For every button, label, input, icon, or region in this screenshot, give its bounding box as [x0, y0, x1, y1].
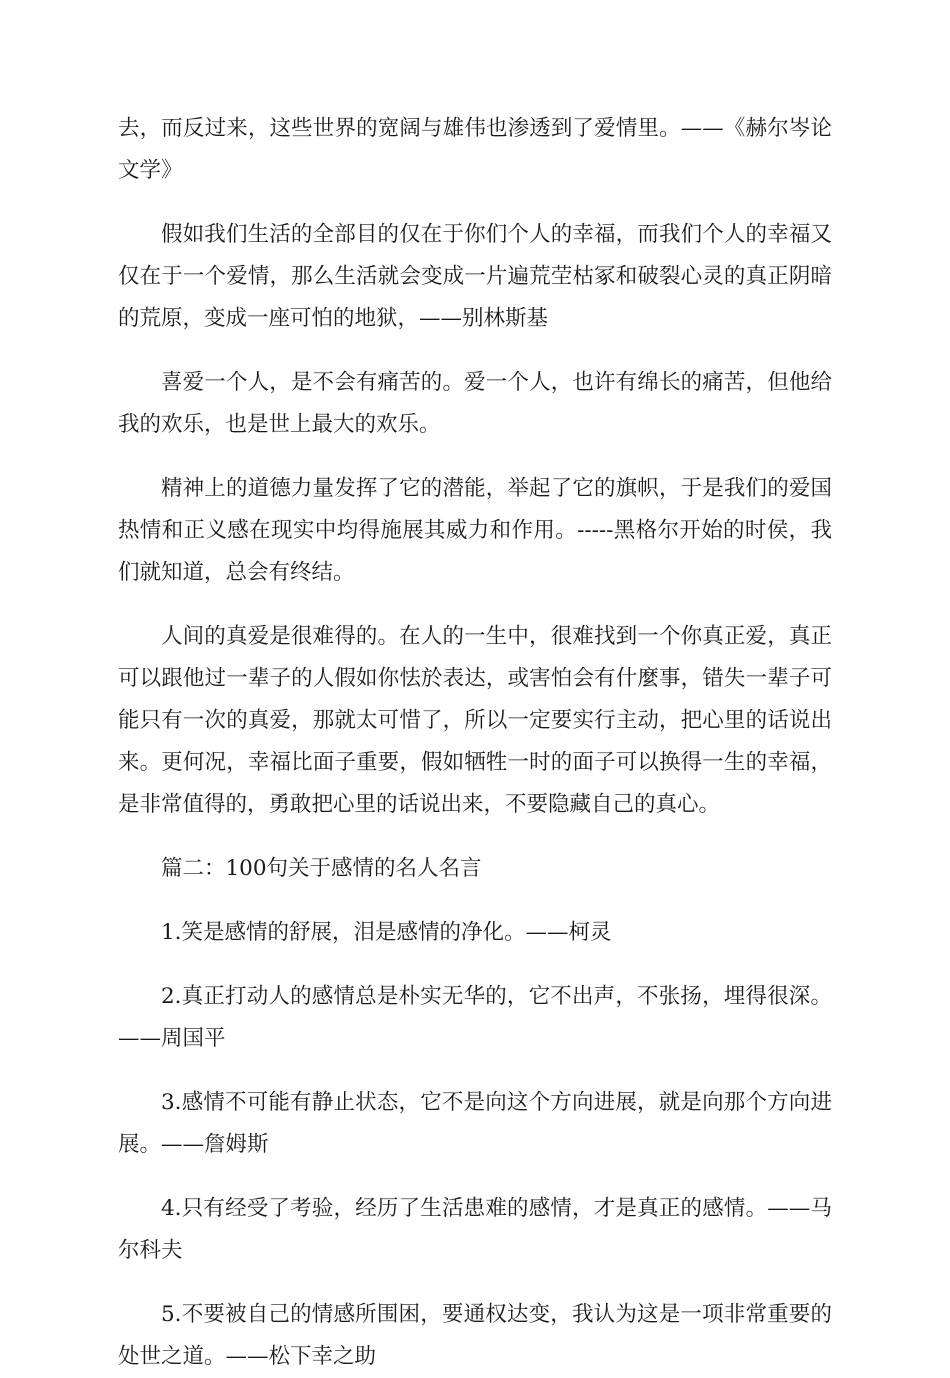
- quote-item-1: 1.笑是感情的舒展，泪是感情的净化。——柯灵: [161, 920, 612, 945]
- paragraph-herzen-quote: 去，而反过来，这些世界的宽阔与雄伟也渗透到了爱情里。——《赫尔岑论文学》: [118, 116, 832, 183]
- paragraph-true-love: 人间的真爱是很难得的。在人的一生中，很难找到一个你真正爱，真正可以跟他过一辈子的人假如你怯於表达，或害怕会有什麼事，错失一辈子可能只有一次的真爱，那就太可惜了，所以一定要实行主动，把心里的话说出来。更何况，幸福比面子重要，假如牺牲一时的面子可以换得一生的幸福，是非常值得的，勇敢把心里的话说出来，不要隐藏自己的真心。: [118, 624, 832, 817]
- quote-item-3: 3.感情不可能有静止状态，它不是向这个方向进展，就是向那个方向进展。——詹姆斯: [118, 1090, 832, 1157]
- quote-item-2: 2.真正打动人的感情总是朴实无华的，它不出声，不张扬，埋得很深。——周国平: [118, 984, 832, 1051]
- paragraph-love-joy: 喜爱一个人，是不会有痛苦的。爱一个人，也许有绵长的痛苦，但他给我的欢乐，也是世上最大的欢乐。: [118, 370, 832, 437]
- quote-item-4: 4.只有经受了考验，经历了生活患难的感情，才是真正的感情。——马尔科夫: [118, 1196, 832, 1263]
- section-heading-part-two: 篇二：100句关于感情的名人名言: [161, 856, 482, 881]
- paragraph-hegel-quote: 精神上的道德力量发挥了它的潜能，举起了它的旗帜，于是我们的爱国热情和正义感在现实中均得施展其威力和作用。-----黑格尔开始的时侯，我们就知道，总会有终结。: [118, 476, 832, 585]
- paragraph-belinsky-quote: 假如我们生活的全部目的仅在于你们个人的幸福，而我们个人的幸福又仅在于一个爱情，那么生活就会变成一片遍荒茔枯冢和破裂心灵的真正阴暗的荒原，变成一座可怕的地狱，——别林斯基: [118, 222, 832, 331]
- quote-item-5: 5.不要被自己的情感所围困，要通权达变，我认为这是一项非常重要的处世之道。——松下幸之助: [118, 1302, 832, 1369]
